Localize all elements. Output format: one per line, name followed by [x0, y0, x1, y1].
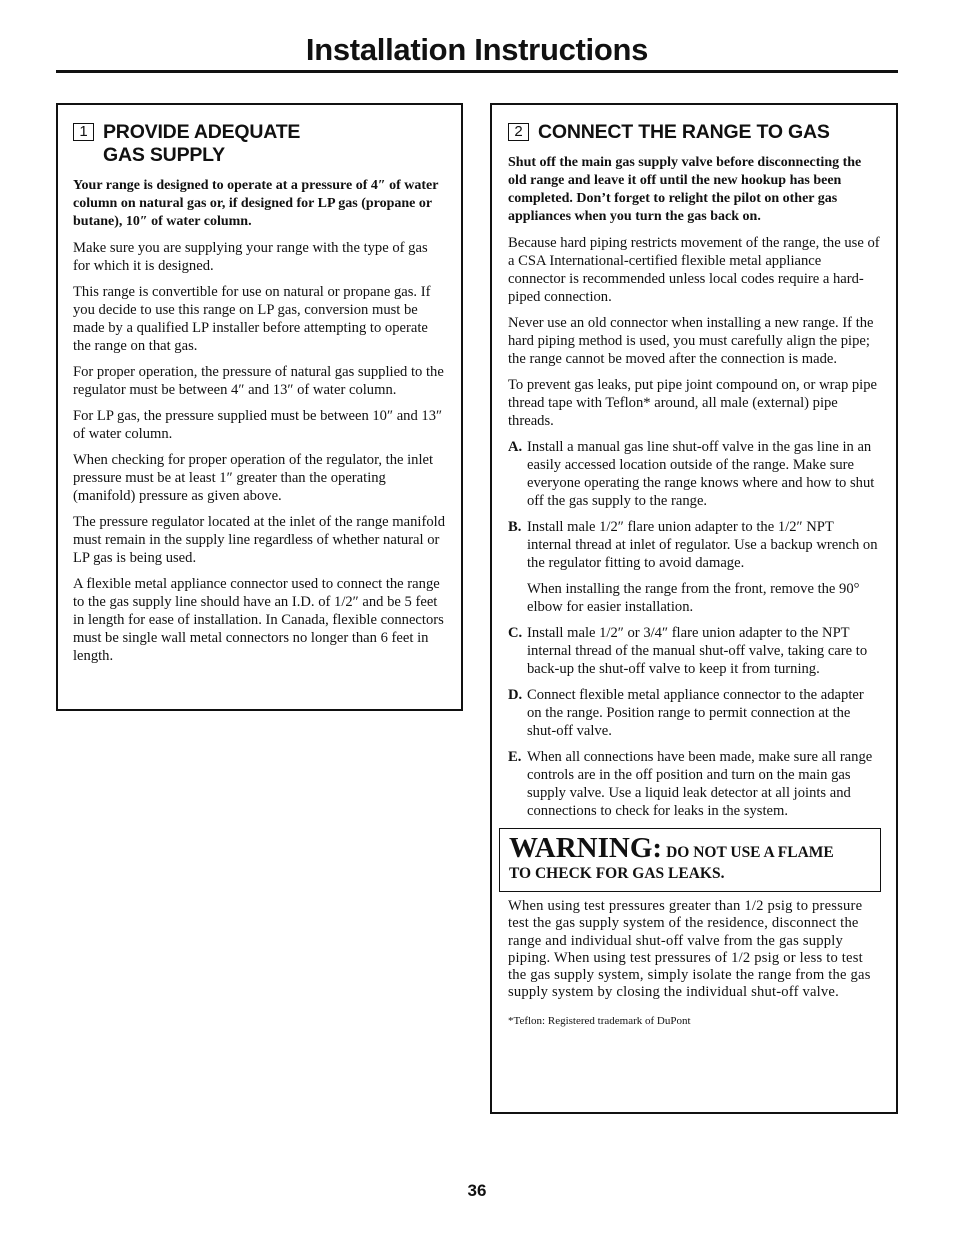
step-a [508, 438, 881, 510]
section-2-number: 2 [508, 123, 529, 141]
step-b [508, 518, 881, 572]
section-2-heading [508, 121, 881, 144]
step-text: Install a manual gas line shut-off valve in the gas line in an easily accessed location outside of the range. Make sure everyone operating the range knows where and how to shut off the gas supply to the range. [527, 439, 875, 509]
section-2-title: CONNECT THE RANGE TO GAS [538, 121, 830, 143]
warning-text-line2: TO CHECK FOR GAS LEAKS. [509, 865, 725, 882]
section-1-number: 1 [73, 123, 94, 141]
section-1-paragraph: For LP gas, the pressure supplied must be between 10″ and 13″ of water column. [73, 408, 443, 442]
section-1-paragraph: A flexible metal appliance connector used to connect the range to the gas supply line should have an I.D. of 1/2″ and be 5 feet in length for ease of installation. In Canada, flexible connectors must be single wall metal connectors no longer than 6 feet in length. [73, 576, 444, 664]
section-1-heading [73, 121, 446, 167]
section-connect-range-to-gas [490, 103, 898, 1114]
section-1-paragraph: This range is convertible for use on natural or propane gas. If you decide to use this range on LP gas, conversion must be made by a qualified LP installer before attempting to operate the range on that gas. [73, 284, 431, 354]
page-number: 36 [467, 1181, 487, 1200]
step-letter: A. [508, 439, 523, 455]
section-1-intro: Your range is designed to operate at a pressure of 4″ of water column on natural gas or, if designed for LP gas (propane or butane), 10″ of water column. [73, 178, 439, 229]
section-2-paragraph: To prevent gas leaks, put pipe joint compound on, or wrap pipe thread tape with Teflon* around, all male (external) pipe threads. [508, 377, 878, 429]
step-letter: E. [508, 749, 522, 765]
section-2-paragraph: Never use an old connector when installing a new range. If the hard piping method is used, you must carefully align the pipe; the range cannot be moved after the connection is made. [508, 315, 874, 367]
step-letter: C. [508, 625, 523, 641]
section-provide-gas-supply [56, 103, 463, 711]
step-text: When all connections have been made, make sure all range controls are in the off position and turn on the main gas supply valve. Use a liquid leak detector at all joints and connections to check for leaks in the system. [527, 749, 873, 819]
section-1-paragraph: The pressure regulator located at the inlet of the range manifold must remain in the supply line regardless of whether natural or LP gas is being used. [73, 514, 445, 566]
test-pressure-paragraph: When using test pressures greater than 1/2 psig to pressure test the gas supply system of the residence, disconnect the range and individual shut-off valve from the gas supply piping. When using test pressures of 1/2 psig or less to test the gas supply system, simply isolate the range from the gas supply system by closing the individual shut-off valve. [508, 898, 871, 1001]
section-1-paragraph: Make sure you are supplying your range with the type of gas for which it is designed. [73, 240, 428, 274]
section-1-title [103, 121, 333, 167]
step-letter: B. [508, 519, 522, 535]
step-b-note: When installing the range from the front, remove the 90° elbow for easier installation. [527, 581, 860, 615]
page-title: Installation Instructions [305, 32, 649, 67]
section-2-paragraph: Because hard piping restricts movement of the range, the use of a CSA International-certified flexible metal appliance connector is recommended unless local codes require a hard-piped connection. [508, 235, 880, 305]
section-1-title-line2: GAS SUPPLY [103, 144, 225, 166]
step-text: Install male 1/2″ flare union adapter to the 1/2″ NPT internal thread at inlet of regulator. Use a backup wrench on the regulator fitting to avoid damage. [527, 519, 878, 571]
step-d [508, 686, 881, 740]
step-c [508, 624, 881, 678]
warning-box [499, 828, 881, 892]
section-2-intro: Shut off the main gas supply valve before disconnecting the old range and leave it off until the new hookup has been completed. Don’t forget to relight the pilot on other gas appliances when you turn the gas back on. [508, 155, 862, 224]
step-text: Connect flexible metal appliance connector to the adapter on the range. Position range to permit connection at the shut-off valve. [527, 687, 864, 739]
section-1-title-line1: PROVIDE ADEQUATE [103, 121, 301, 143]
step-letter: D. [508, 687, 523, 703]
section-1-paragraph: For proper operation, the pressure of natural gas supplied to the regulator must be between 4″ and 13″ of water column. [73, 364, 444, 398]
section-1-paragraph: When checking for proper operation of the regulator, the inlet pressure must be at least 1″ greater than the operating (manifold) pressure as given above. [73, 452, 434, 504]
warning-text-line1: DO NOT USE A FLAME [666, 844, 834, 861]
warning-label: WARNING: [509, 832, 663, 864]
title-divider [56, 70, 898, 73]
footnote: *Teflon: Registered trademark of DuPont [508, 1014, 691, 1027]
step-e [508, 748, 881, 820]
step-text: Install male 1/2″ or 3/4″ flare union adapter to the NPT internal thread of the manual shut-off valve, taking care to back-up the shut-off valve to keep it from turning. [527, 625, 868, 677]
